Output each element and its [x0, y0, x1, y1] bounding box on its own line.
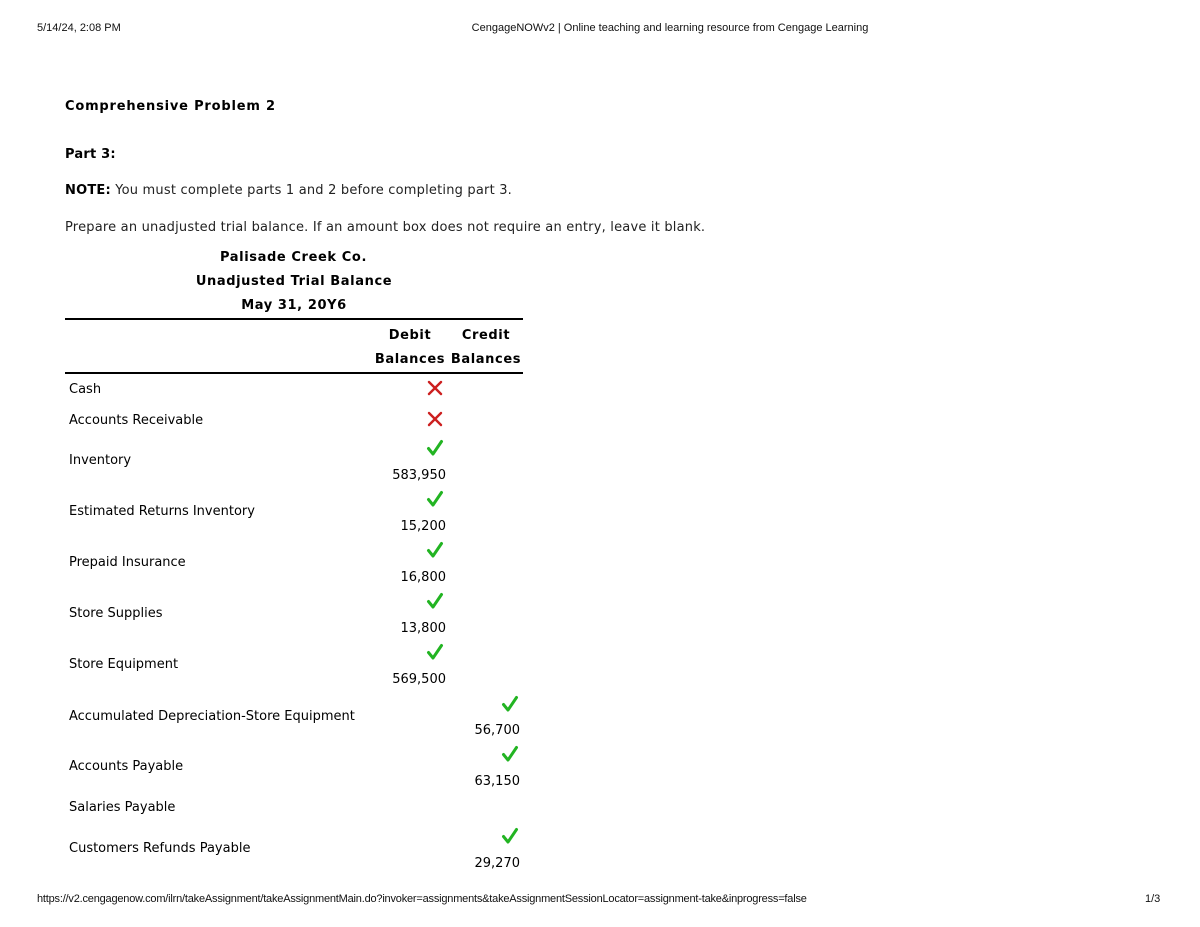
credit-column-header	[449, 324, 523, 372]
account-name: Store Equipment	[69, 657, 179, 672]
account-name: Inventory	[69, 453, 132, 468]
debit-amount: 15,200	[400, 519, 446, 534]
statement-name: Unadjusted Trial Balance	[195, 274, 393, 289]
check-icon	[425, 591, 445, 611]
trial-balance-table	[65, 246, 523, 871]
check-icon	[425, 438, 445, 458]
credit-amount: 56,700	[474, 723, 520, 738]
credit-amount: 29,270	[474, 856, 520, 871]
credit-header-line-1: Credit	[461, 328, 511, 343]
check-icon	[500, 694, 520, 714]
column-header-rule	[65, 372, 523, 374]
account-name: Customers Refunds Payable	[69, 841, 251, 856]
account-name: Prepaid Insurance	[69, 555, 186, 570]
account-name: Salaries Payable	[69, 800, 176, 815]
account-name: Accounts Receivable	[69, 413, 204, 428]
instructions-text: Prepare an unadjusted trial balance. If an amount box does not require an entry, leave it blank.	[65, 220, 706, 235]
account-name: Estimated Returns Inventory	[69, 504, 255, 519]
print-header	[0, 22, 1200, 36]
debit-amount: 13,800	[400, 621, 446, 636]
note-body: You must complete parts 1 and 2 before completing part 3.	[110, 183, 513, 198]
statement-date: May 31, 20Y6	[241, 298, 347, 313]
part-title: Part 3:	[65, 147, 116, 162]
credit-amount: 63,150	[474, 774, 520, 789]
account-name: Accumulated Depreciation-Store Equipment	[69, 709, 355, 724]
print-footer	[0, 893, 1200, 907]
account-name: Cash	[69, 382, 102, 397]
check-icon	[425, 642, 445, 662]
debit-header-line-1: Debit	[388, 328, 432, 343]
check-icon	[500, 744, 520, 764]
note-text	[65, 183, 512, 198]
credit-header-line-2: Balances	[450, 352, 522, 367]
print-url: https://v2.cengagenow.com/ilrn/takeAssignment/takeAssignmentMain.do?invoker=assignments&takeAssignmentSessionLocator=assignment-take&inprogress=false	[37, 893, 807, 905]
check-icon	[425, 540, 445, 560]
check-icon	[500, 826, 520, 846]
debit-column-header	[373, 324, 447, 372]
debit-amount: 569,500	[392, 672, 446, 687]
print-datetime: 5/14/24, 2:08 PM	[37, 22, 121, 34]
cross-icon	[425, 378, 445, 398]
print-page-title: CengageNOWv2 | Online teaching and learning resource from Cengage Learning	[471, 22, 869, 34]
cross-icon	[425, 409, 445, 429]
debit-header-line-2: Balances	[374, 352, 446, 367]
problem-title: Comprehensive Problem 2	[65, 99, 276, 114]
column-headers	[65, 320, 523, 372]
debit-amount: 16,800	[400, 570, 446, 585]
company-name: Palisade Creek Co.	[220, 250, 367, 265]
account-name: Accounts Payable	[69, 759, 184, 774]
print-page-number: 1/3	[1145, 893, 1161, 905]
account-name: Store Supplies	[69, 606, 163, 621]
check-icon	[425, 489, 445, 509]
debit-amount: 583,950	[392, 468, 446, 483]
note-label: NOTE:	[65, 183, 111, 198]
trial-balance-heading	[65, 246, 523, 318]
